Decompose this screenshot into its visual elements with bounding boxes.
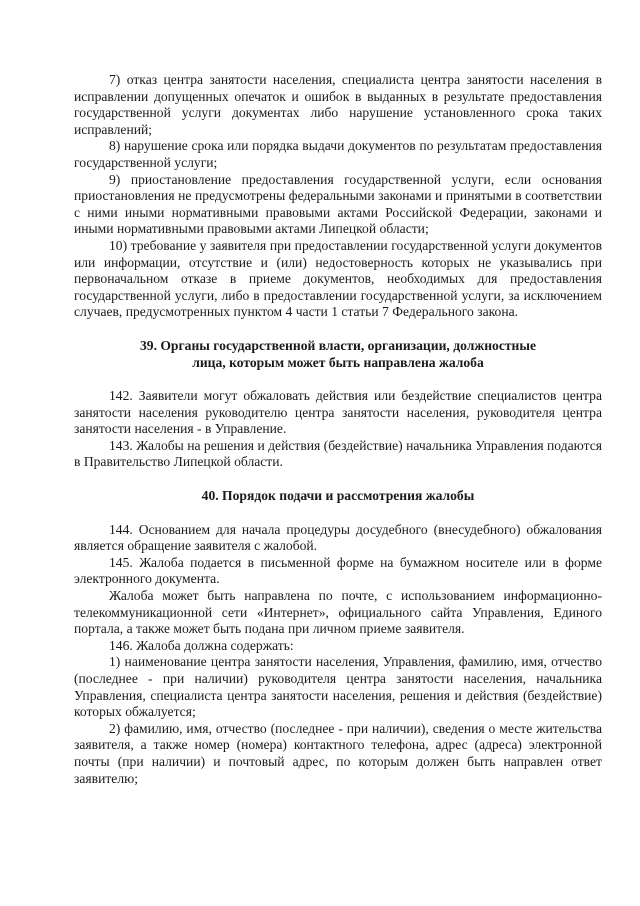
clause-146-paragraph: 146. Жалоба должна содержать: — [109, 637, 294, 653]
clause-145-paragraph: 145. Жалоба подается в письменной форме на бумажном носителе или в форме электронного документа. — [74, 554, 602, 587]
section-39-heading-line-1: 39. Органы государственной власти, организации, должностные — [139, 337, 537, 353]
submission-methods-paragraph: Жалоба может быть направлена по почте, с использованием информационно-телекоммуникационной сети «Интернет», официального сайта Управления, Единого портала, а также может быть подана при личном приеме заявителя. — [74, 588, 602, 637]
clause-144-paragraph: 144. Основанием для начала процедуры досудебного (внесудебного) обжалования является обращение заявителя с жалобой. — [74, 521, 602, 554]
item-7-paragraph: 7) отказ центра занятости населения, специалиста центра занятости населения в исправлении допущенных опечаток и ошибок в выданных в результате предоставления государственной услуги документах либо нарушение установленного срока таких исправлений; — [74, 72, 602, 137]
clause-142-paragraph: 142. Заявители могут обжаловать действия или бездействие специалистов центра занятости населения руководителю центра занятости населения, руководителя центра занятости населения - в Управление. — [74, 388, 602, 437]
item-9-paragraph: 9) приостановление предоставления государственной услуги, если основания приостановления не предусмотрены федеральными законами и принятыми в соответствии с ними иными нормативными правовыми актами Российской Федерации, законами и иными нормативными правовыми актами Липецкой области; — [74, 171, 602, 237]
section-39-heading-line-2: лица, которым может быть направлена жалоба — [192, 354, 484, 370]
clause-143-paragraph: 143. Жалобы на решения и действия (бездействие) начальника Управления подаются в Правительство Липецкой области. — [74, 437, 603, 470]
requirement-2-paragraph: 2) фамилию, имя, отчество (последнее - при наличии), сведения о месте жительства заявителя, а также номер (номера) контактного телефона, адрес (адреса) электронной почты (при наличии) и почтовый адрес, по которым должен быть направлен ответ заявителю; — [74, 720, 602, 786]
document-page — [74, 72, 602, 787]
section-39-heading — [74, 338, 602, 371]
section-40-heading-line-1: 40. Порядок подачи и рассмотрения жалобы — [201, 488, 475, 504]
item-10-paragraph: 10) требование у заявителя при предоставлении государственной услуги документов или информации, отсутствие и (или) недостоверность которых не указывались при первоначальном отказе в приеме документов, необходимых для предоставления государственной услуги, либо в предоставлении государственной услуги, за исключением случаев, предусмотренных пунктом 4 части 1 статьи 7 Федерального закона. — [74, 237, 602, 320]
requirement-1-paragraph: 1) наименование центра занятости населения, Управления, фамилию, имя, отчество (последнее - при наличии) руководителя центра занятости населения, начальника Управления, специалиста центра занятости населения, решения и действия (бездействие) которых обжалуется; — [74, 654, 602, 720]
item-8-paragraph: 8) нарушение срока или порядка выдачи документов по результатам предоставления государственной услуги; — [74, 138, 602, 170]
section-40-heading — [74, 488, 602, 505]
